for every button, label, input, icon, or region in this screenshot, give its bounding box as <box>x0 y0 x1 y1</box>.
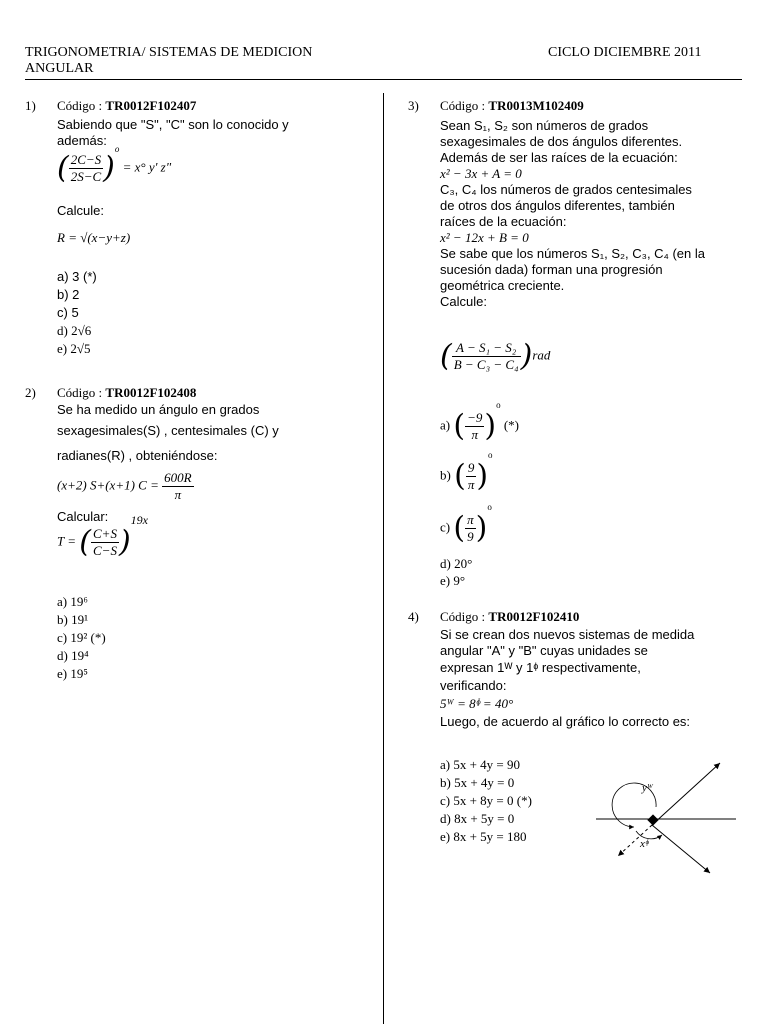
q3-eq-unit: rad <box>532 347 551 363</box>
column-divider <box>383 93 384 1024</box>
q4-option-a: a) 5x + 4y = 90 <box>440 757 521 772</box>
q2-calc: Calcular: <box>57 509 109 524</box>
header-cycle: CICLO DICIEMBRE 2011 <box>548 45 702 60</box>
q3-opt-b-deg: o <box>488 450 493 461</box>
q3-line: x² − 3x + A = 0 <box>440 166 522 181</box>
q3-option-c: c) ( $\frac{\pi}{9}$ )$^o$ <box>440 502 492 546</box>
q1-options <box>57 268 97 358</box>
q1-text1: Sabiendo que "S", "C" son lo conocido y <box>57 117 289 132</box>
q1-option-a: a) 3 (*) <box>57 269 97 284</box>
q1-option-c: c) 5 <box>57 305 79 320</box>
q1-option-e: e) 2√5 <box>57 341 91 356</box>
q4-line: Luego, de acuerdo al gráfico lo correcto es: <box>440 714 691 729</box>
fig-vertex <box>647 814 658 825</box>
q4-line: expresan 1ᵂ y 1ᶲ respectivamente, <box>440 660 641 675</box>
q3-eq-num: A − S₁ − S₂ <box>456 340 517 355</box>
q4-option-c: c) 5x + 8y = 0 (*) <box>440 793 532 808</box>
q4-option-e: e) 8x + 5y = 180 <box>440 829 527 844</box>
q4-number: 4) <box>408 609 419 624</box>
q3-line: x² − 12x + B = 0 <box>440 230 529 245</box>
q4-line: verificando: <box>440 678 507 693</box>
q3-line: C₃, C₄ los números de grados centesimales <box>440 182 692 197</box>
q3-option-a: a) ( $\frac{-9}{\pi}$ )$^o$ (*) <box>440 400 519 444</box>
fig-label-y: yᵂ <box>642 782 654 794</box>
q3-option-e: e) 9° <box>440 573 466 588</box>
q3-code-line <box>440 98 584 114</box>
q3-line: Sean S₁, S₂ son números de grados <box>440 118 649 133</box>
q2-t-den: C−S <box>93 543 117 558</box>
q3-body <box>440 118 740 310</box>
q3-code: TR0013M102409 <box>488 98 584 113</box>
q1-number: 1) <box>25 98 36 113</box>
header-title <box>25 45 312 77</box>
q4-line: angular "A" y "B" cuyas unidades se <box>440 643 648 658</box>
q1-code-line <box>57 98 196 114</box>
q4-code: TR0012F102410 <box>488 609 580 624</box>
q4-line: 5ᵂ = 8ᶲ = 40° <box>440 696 514 711</box>
q3-equation: ( $\frac{\text{A − S₁ − S₂}}{\text{B − C₃ − C₄}}$ )rad <box>440 338 551 374</box>
q2-option-c: c) 19² (*) <box>57 630 106 645</box>
q3-opt-a-den: π <box>465 426 484 443</box>
header-rule <box>25 79 742 80</box>
q1-calc: Calcule: <box>57 203 104 218</box>
q4-line: Si se crean dos nuevos sistemas de medida <box>440 627 695 642</box>
q2-equation <box>57 470 194 503</box>
q2-eq-lhs: (x+2) S+(x+1) C = <box>57 477 159 493</box>
fig-ray-upper <box>652 763 720 825</box>
q2-code-label: Código : <box>57 385 106 400</box>
q2-t-lhs: T = <box>57 533 77 549</box>
q3-eq-den: B − C₃ − C₄ <box>453 357 519 372</box>
q2-t-equation: T = ( $\frac{C+S}{C-S}$ )$^{19x}$ <box>57 513 148 560</box>
q3-option-b: b) ( $\frac{9}{\pi}$ )$^o$ <box>440 450 493 494</box>
q3-opt-a-num: −9 <box>467 410 483 425</box>
q3-line: sexagesimales de dos ángulos diferentes. <box>440 134 683 149</box>
q3-line: sucesión dada) forman una progresión <box>440 262 663 277</box>
q3-opt-c-deg: o <box>487 502 492 513</box>
q1-code-label: Código : <box>57 98 106 113</box>
q2-option-a: a) 19⁶ <box>57 594 88 609</box>
fig-ray-lower <box>652 825 710 873</box>
q3-option-b-label: b) <box>440 467 451 483</box>
q3-option-d: d) 20° <box>440 556 473 571</box>
q3-option-c-label: c) <box>440 519 451 535</box>
q2-text3: radianes(R) , obteniéndose: <box>57 448 218 463</box>
q1-eq-rhs: = x° y' z" <box>122 159 172 175</box>
q2-t-num: C+S <box>93 526 117 541</box>
q2-option-b: b) 19¹ <box>57 612 88 627</box>
q1-code: TR0012F102407 <box>105 98 197 113</box>
q3-code-label: Código : <box>440 98 489 113</box>
q1-equation: ( $\frac{2C-S}{2S-C}$ )$^o$ = x° y' z" <box>57 144 172 186</box>
q2-option-e: e) 19⁵ <box>57 666 88 681</box>
q2-number: 2) <box>25 385 36 400</box>
q2-text1: Se ha medido un ángulo en grados <box>57 402 260 417</box>
q3-line: Calcule: <box>440 294 487 309</box>
q3-option-a-label: a) <box>440 417 451 433</box>
header-title-line1: TRIGONOMETRIA/ SISTEMAS DE MEDICION <box>25 45 313 60</box>
q3-opt-c-num: π <box>467 512 474 527</box>
q1-option-d: d) 2√6 <box>57 323 92 338</box>
q1-text2: además: <box>57 133 107 148</box>
q3-line: Además de ser las raíces de la ecuación: <box>440 150 678 165</box>
q1-eq-num: 2C−S <box>70 152 102 167</box>
q2-eq-num: 600R <box>164 470 192 485</box>
q3-number: 3) <box>408 98 419 113</box>
q3-opt-b-num: 9 <box>467 460 475 475</box>
q2-code-line <box>57 385 196 401</box>
q4-option-d: d) 8x + 5y = 0 <box>440 811 515 826</box>
q2-text2: sexagesimales(S) , centesimales (C) y <box>57 423 279 438</box>
q4-angle-figure <box>592 755 742 885</box>
q4-code-label: Código : <box>440 609 489 624</box>
q3-opt-c-den: 9 <box>465 528 476 545</box>
q4-body <box>440 627 740 731</box>
q2-options <box>57 593 106 683</box>
q3-line: geométrica creciente. <box>440 278 565 293</box>
q4-code-line <box>440 609 579 625</box>
q3-line: Se sabe que los números S₁, S₂, C₃, C₄ (en la <box>440 246 705 261</box>
q4-options <box>440 756 532 846</box>
q2-option-d: d) 19⁴ <box>57 648 89 663</box>
q3-line: de otros dos ángulos diferentes, también <box>440 198 675 213</box>
q1-formula: R = √(x−y+z) <box>57 230 131 245</box>
fig-label-x: xᶲ <box>640 838 649 850</box>
q2-code: TR0012F102408 <box>105 385 197 400</box>
q2-eq-den: π <box>162 486 193 503</box>
q3-opt-b-den: π <box>467 477 475 492</box>
q3-opt-a-deg: o <box>496 400 501 411</box>
q1-option-b: b) 2 <box>57 287 80 302</box>
q3-opt-a-tag: (*) <box>503 417 519 433</box>
q3-line: raíces de la ecuación: <box>440 214 567 229</box>
q4-option-b: b) 5x + 4y = 0 <box>440 775 515 790</box>
header-title-line2: ANGULAR <box>25 61 94 76</box>
q1-eq-den: 2S−C <box>70 169 102 184</box>
q2-t-exp: 19x <box>130 513 148 528</box>
